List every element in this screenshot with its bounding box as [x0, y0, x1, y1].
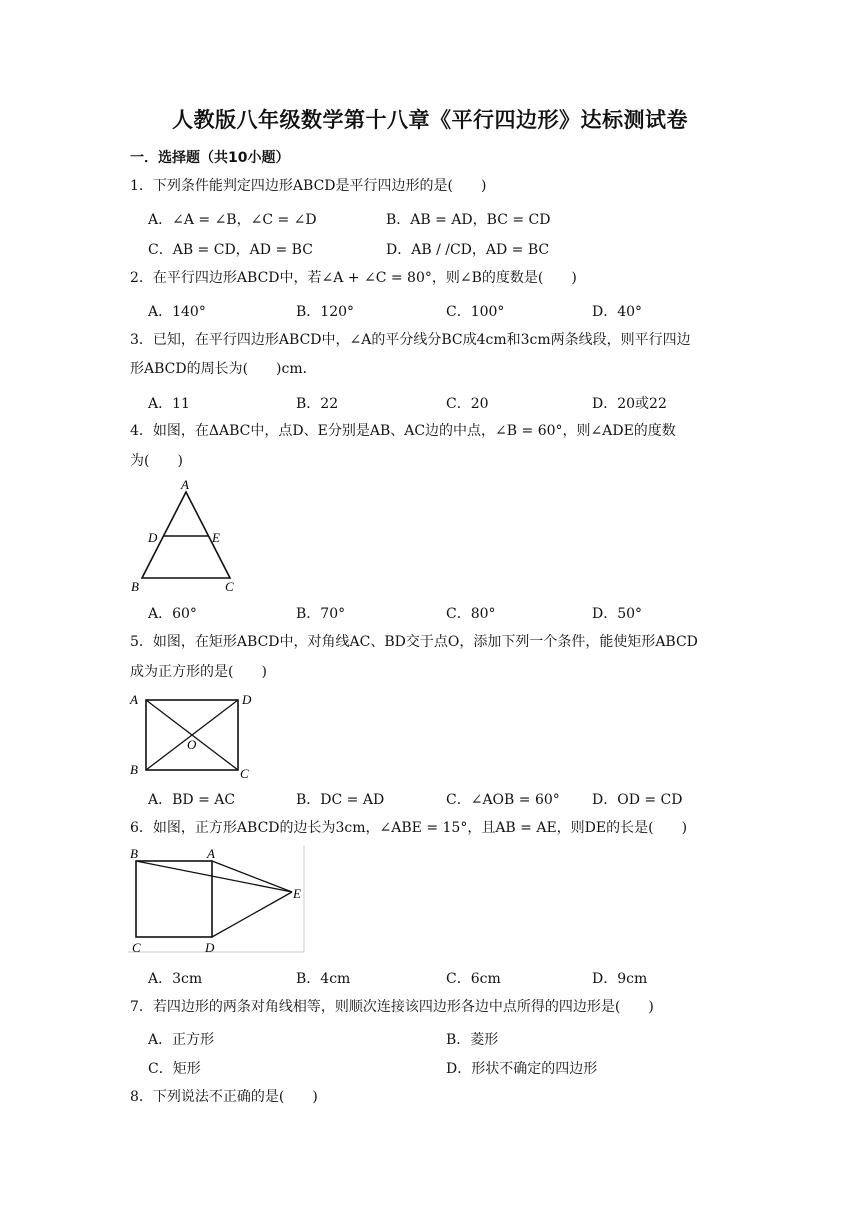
question-4-option-d: D．50° — [592, 606, 643, 622]
label-o: O — [187, 737, 197, 752]
question-4-stem-line-1: 4．如图，在ΔABC中，点D、E分别是AB、AC边的中点，∠B = 60°，则∠ADE的度数 — [130, 423, 676, 439]
label-c: C — [240, 766, 249, 781]
question-3-option-d: D．20或22 — [592, 396, 667, 412]
label-e: E — [293, 886, 301, 901]
question-7-option-a: A．正方形 — [148, 1032, 215, 1048]
question-5-option-a: A．BD = AC — [148, 792, 236, 808]
question-2-option-a: A．140° — [148, 304, 206, 320]
question-5-option-c: C．∠AOB = 60° — [446, 792, 560, 808]
question-7-option-b: B．菱形 — [446, 1032, 499, 1048]
question-2-option-c: C．100° — [446, 304, 505, 320]
question-6-option-d: D．9cm — [592, 971, 648, 987]
question-1-option-b: B．AB = AD，BC = CD — [386, 212, 551, 228]
question-4-option-a: A．60° — [148, 606, 197, 622]
question-4-option-c: C．80° — [446, 606, 496, 622]
question-3-stem-line-2: 形ABCD的周长为( )cm． — [130, 361, 317, 377]
question-1-option-a: A．∠A = ∠B，∠C = ∠D — [148, 212, 317, 228]
label-e: E — [212, 530, 220, 545]
square-figure — [128, 846, 308, 958]
label-b: B — [130, 846, 138, 861]
label-b: B — [131, 579, 139, 594]
question-8-stem: 8．下列说法不正确的是( ) — [130, 1089, 318, 1105]
question-5-option-d: D．OD = CD — [592, 792, 683, 808]
label-c: C — [132, 940, 141, 955]
question-5-stem-line-1: 5．如图，在矩形ABCD中，对角线AC、BD交于点O，添加下列一个条件，能使矩形ABCD — [130, 634, 698, 650]
page-title: 人教版八年级数学第十八章《平行四边形》达标测试卷 — [172, 108, 688, 132]
label-d: D — [148, 530, 158, 545]
question-2-option-b: B．120° — [296, 304, 355, 320]
question-1-option-c: C．AB = CD，AD = BC — [148, 242, 313, 258]
question-3-option-b: B．22 — [296, 396, 339, 412]
rectangle-figure — [128, 690, 268, 782]
question-4-stem-line-2: 为( ) — [130, 453, 183, 469]
segment-be — [136, 861, 292, 892]
segment-de — [212, 892, 292, 937]
label-d: D — [205, 940, 215, 955]
question-7-stem: 7．若四边形的两条对角线相等，则顺次连接该四边形各边中点所得的四边形是( ) — [130, 999, 654, 1015]
question-4-option-b: B．70° — [296, 606, 346, 622]
triangle-figure — [126, 478, 246, 598]
question-3-stem-line-1: 3．已知，在平行四边形ABCD中，∠A的平分线分BC成4cm和3cm两条线段，则平行四边 — [130, 332, 691, 348]
question-6-option-a: A．3cm — [148, 971, 203, 987]
question-3-option-a: A．11 — [148, 396, 190, 412]
question-5-option-b: B．DC = AD — [296, 792, 385, 808]
label-a: A — [130, 692, 138, 707]
question-5-stem-line-2: 成为正方形的是( ) — [130, 664, 267, 680]
label-d: D — [242, 692, 252, 707]
label-a: A — [207, 846, 215, 861]
label-b: B — [130, 762, 138, 777]
question-3-option-c: C．20 — [446, 396, 489, 412]
question-6-option-c: C．6cm — [446, 971, 501, 987]
question-7-option-d: D．形状不确定的四边形 — [446, 1061, 598, 1077]
question-6-option-b: B．4cm — [296, 971, 351, 987]
label-c: C — [225, 579, 234, 594]
question-7-option-c: C．矩形 — [148, 1061, 201, 1077]
square-abcd — [136, 861, 212, 937]
question-1-option-d: D．AB / /CD，AD = BC — [386, 242, 550, 258]
question-2-option-d: D．40° — [592, 304, 643, 320]
question-2-stem: 2．在平行四边形ABCD中，若∠A + ∠C = 80°，则∠B的度数是( ) — [130, 270, 577, 286]
question-6-stem: 6．如图，正方形ABCD的边长为3cm，∠ABE = 15°，且AB = AE，则DE的长是( ) — [130, 820, 688, 836]
segment-ae — [212, 861, 292, 892]
section-heading: 一．选择题（共10小题） — [130, 150, 290, 166]
question-1-stem: 1．下列条件能判定四边形ABCD是平行四边形的是( ) — [130, 178, 487, 194]
label-a: A — [181, 477, 189, 492]
